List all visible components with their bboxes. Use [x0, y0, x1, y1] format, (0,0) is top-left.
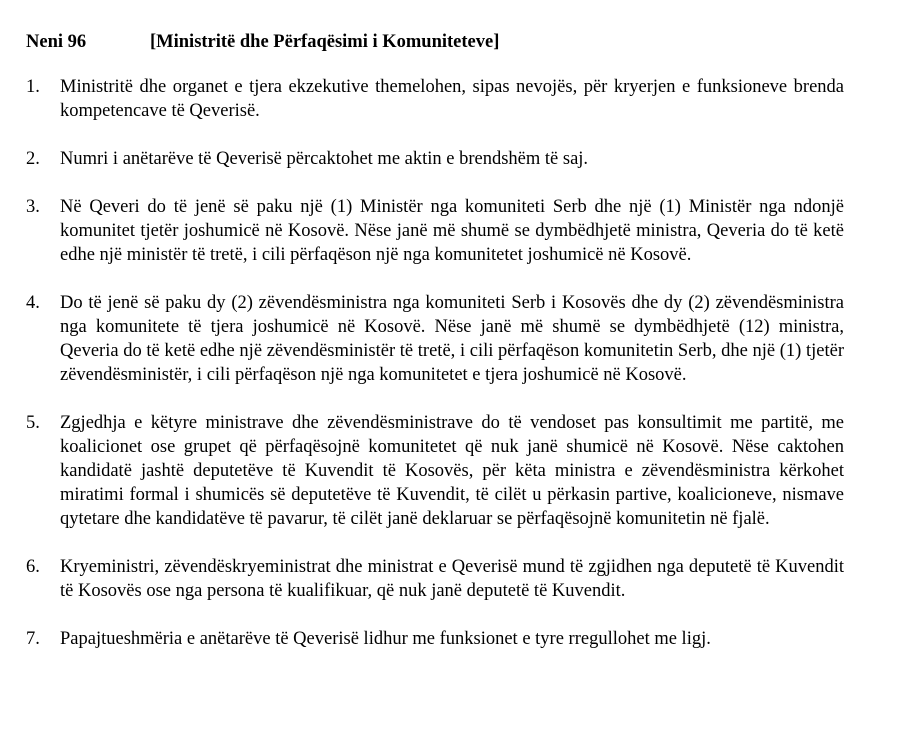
paragraph-number: 1.	[26, 77, 40, 97]
paragraph-text: Kryeministri, zëvendëskryeministrat dhe ministrat e Qeverisë mund të zgjidhen nga deputetë të Kuvendit të Kosovës ose nga persona të kualifikuar, që nuk janë deputetë të Kuvendit.	[60, 557, 844, 601]
paragraph-number: 3.	[26, 197, 40, 217]
paragraph-number: 6.	[26, 557, 40, 577]
paragraph-text: Ministritë dhe organet e tjera ekzekutive themelohen, sipas nevojës, për kryerjen e funksioneve brenda kompetencave të Qeverisë.	[60, 77, 844, 121]
paragraph	[26, 195, 844, 267]
paragraph-text: Në Qeveri do të jenë së paku një (1) Ministër nga komuniteti Serb dhe një (1) Ministër nga ndonjë komunitet tjetër joshumicë në Kosovë. Nëse janë më shumë se dymbëdhjetë ministra, Qeveria do të ketë edhe një ministër të tretë, i cili përfaqëson një nga komunitetet joshumicë në Kosovë.	[60, 197, 844, 265]
paragraph-text: Numri i anëtarëve të Qeverisë përcaktohet me aktin e brendshëm të saj.	[60, 149, 589, 169]
paragraph-number: 4.	[26, 293, 40, 313]
paragraph-number: 7.	[26, 629, 40, 649]
paragraph	[26, 411, 844, 531]
paragraph	[26, 147, 844, 171]
article-heading	[26, 30, 844, 54]
paragraph	[26, 555, 844, 603]
article-number: Neni 96	[26, 32, 87, 52]
paragraph-number: 5.	[26, 413, 40, 433]
paragraph-text: Papajtueshmëria e anëtarëve të Qeverisë lidhur me funksionet e tyre rregullohet me ligj.	[60, 629, 711, 649]
article-title: [Ministritë dhe Përfaqësimi i Komuniteteve]	[150, 32, 500, 52]
paragraph-text: Zgjedhja e këtyre ministrave dhe zëvendësministrave do të vendoset pas konsultimit me partitë, me koalicionet ose grupet që përfaqësojnë komunitetet që nuk janë shumicë në Kosovë. Nëse caktohen kandidatë jashtë deputetëve të Kuvendit të Kosovës, për këta ministra e zëvendësministra kërkohet miratimi formal i shumicës së deputetëve të Kuvendit, të cilët u përkasin partive, koalicioneve, nismave qytetare dhe kandidatëve të pavarur, të cilët janë deklaruar se përfaqësojnë komunitetin në fjalë.	[60, 413, 844, 529]
paragraph-number: 2.	[26, 149, 40, 169]
paragraph	[26, 627, 844, 651]
paragraph-list	[26, 75, 844, 651]
paragraph-text: Do të jenë së paku dy (2) zëvendësministra nga komuniteti Serb i Kosovës dhe dy (2) zëvendësministra nga komunitete të tjera joshumicë në Kosovë. Nëse janë më shumë se dymbëdhjetë (12) ministra, Qeveria do të ketë edhe një zëvendësministër të tretë, i cili përfaqëson komunitetin Serb, dhe një (1) tjetër zëvendësministër, i cili përfaqëson një nga komunitetet e tjera joshumicë në Kosovë.	[60, 293, 844, 385]
paragraph	[26, 75, 844, 123]
paragraph	[26, 291, 844, 387]
